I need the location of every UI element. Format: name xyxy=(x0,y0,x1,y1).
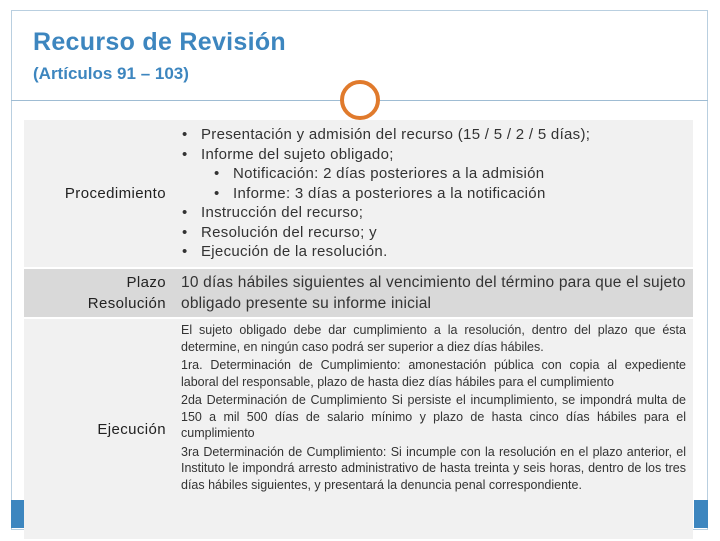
table-row-plazo xyxy=(24,269,693,319)
procedure-list xyxy=(181,125,686,262)
row-label-plazo-line2: Resolución xyxy=(87,295,166,312)
row-label-procedimiento: Procedimiento xyxy=(24,120,172,267)
ejecucion-paragraph: 3ra Determinación de Cumplimiento: Si incumple con la resolución en el plazo anterior, el Instituto le impondrá arresto administrativo de hasta treinta y seis horas, dentro de los tres días hábiles siguientes, y presentará la denuncia penal correspondiente. xyxy=(181,444,686,492)
ejecucion-paragraph: 1ra. Determinación de Cumplimiento: amonestación pública con copia al expediente laboral del responsable, plazo de hasta diez días hábiles para el cumplimiento xyxy=(181,358,686,389)
list-subitem: • Informe: 3 días a posteriores a la notificación xyxy=(181,184,686,204)
row-label-plazo xyxy=(24,269,172,317)
decorative-circle-icon xyxy=(340,80,380,120)
list-item: • Resolución del recurso; y xyxy=(181,223,686,243)
row-content-plazo: 10 días hábiles siguientes al vencimiento del término para que el sujeto obligado presente su informe inicial xyxy=(172,269,693,317)
list-item: • Informe del sujeto obligado; xyxy=(181,145,686,165)
decorative-bar-left xyxy=(11,500,25,528)
info-table xyxy=(24,120,693,541)
list-item: • Ejecución de la resolución. xyxy=(181,242,686,262)
row-label-ejecucion: Ejecución xyxy=(24,319,172,539)
list-item: • Instrucción del recurso; xyxy=(181,203,686,223)
row-label-plazo-line1: Plazo xyxy=(126,274,166,291)
list-item: • Presentación y admisión del recurso (15 / 5 / 2 / 5 días); xyxy=(181,125,686,145)
slide-title: Recurso de Revisión xyxy=(33,28,287,56)
table-row-procedimiento xyxy=(24,120,693,269)
slide-subtitle: (Artículos 91 – 103) xyxy=(33,64,189,83)
ejecucion-paragraph: 2da Determinación de Cumplimiento Si persiste el incumplimiento, se impondrá multa de 150 a mil 500 días de salario mínimo y plazo de hasta cinco días hábiles para el cumplimiento xyxy=(181,393,686,440)
row-content-ejecucion xyxy=(172,319,693,539)
row-content-procedimiento xyxy=(172,120,693,267)
table-row-ejecucion xyxy=(24,319,693,541)
decorative-bar-right xyxy=(694,500,708,528)
ejecucion-paragraph: El sujeto obligado debe dar cumplimiento a la resolución, dentro del plazo que ésta determine, en ningún caso podrá ser superior a diez días hábiles. xyxy=(181,323,686,354)
list-subitem: • Notificación: 2 días posteriores a la admisión xyxy=(181,164,686,184)
